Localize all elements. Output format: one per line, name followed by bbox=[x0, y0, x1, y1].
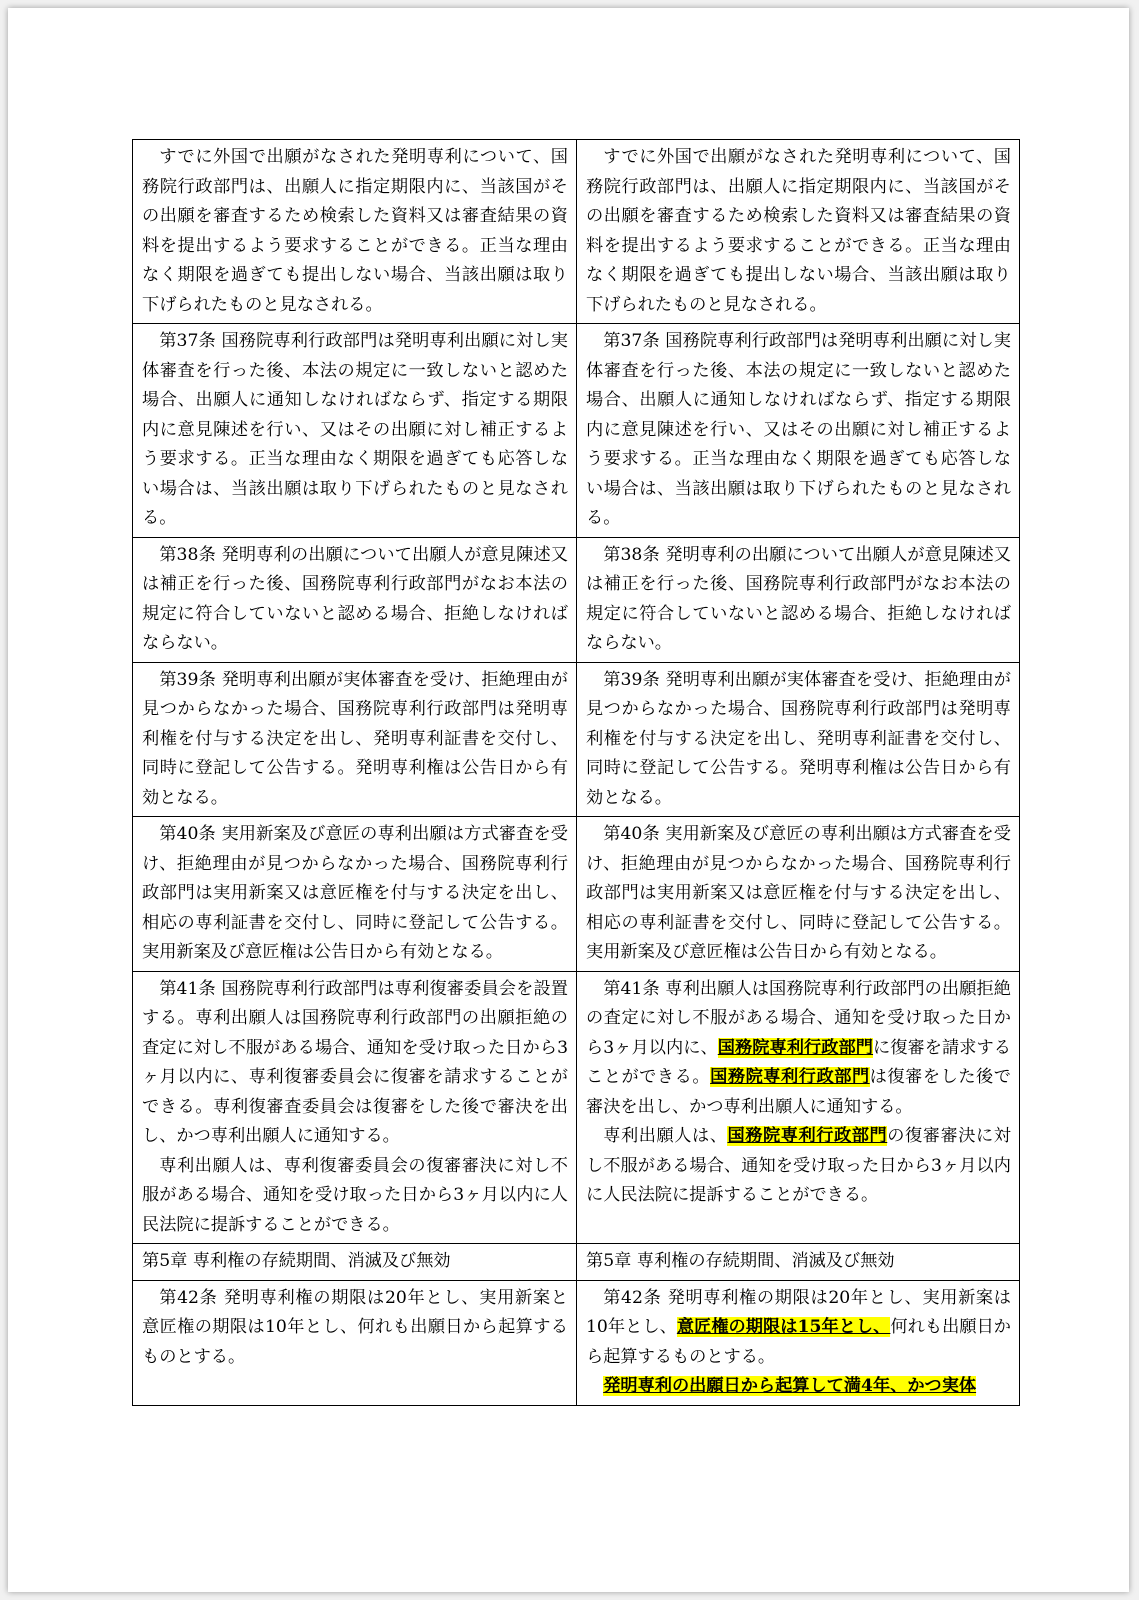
paragraph bbox=[586, 1372, 1011, 1402]
chapter-heading-row bbox=[133, 1244, 1020, 1281]
new-text-cell bbox=[577, 817, 1020, 972]
article-row bbox=[133, 817, 1020, 972]
paragraph bbox=[586, 327, 1011, 534]
paragraph bbox=[586, 820, 1011, 968]
highlighted-amendment: 国務院専利行政部門 bbox=[727, 1126, 888, 1146]
chapter-heading: 第5章 専利権の存続期間、消滅及び無効 bbox=[586, 1251, 895, 1271]
paragraph bbox=[142, 1284, 568, 1373]
paragraph bbox=[142, 666, 568, 814]
paragraph bbox=[586, 541, 1011, 659]
article-row bbox=[133, 1280, 1020, 1405]
paragraph bbox=[586, 666, 1011, 814]
text-segment: 第42条 発明専利権の期限は20年とし、実用新案は10年とし、 bbox=[586, 1287, 1011, 1337]
highlighted-amendment: 国務院専利行政部門 bbox=[710, 1067, 870, 1087]
text-segment: 第39条 発明専利出願が実体審査を受け、拒絶理由が見つからなかった場合、国務院専利行政部門は発明専利権を付与する決定を出し、発明専利証書を交付し、同時に登記して公告する。発明専利権は公告日から有効となる。 bbox=[142, 669, 568, 808]
old-text-cell bbox=[133, 817, 577, 972]
paragraph bbox=[586, 1122, 1011, 1211]
paragraph bbox=[586, 143, 1011, 320]
article-row bbox=[133, 140, 1020, 324]
paragraph bbox=[142, 143, 568, 320]
paragraph bbox=[142, 541, 568, 659]
new-text-cell bbox=[577, 537, 1020, 662]
new-text-cell bbox=[577, 140, 1020, 324]
highlighted-amendment: 発明専利の出願日から起算して満4年、かつ実体 bbox=[603, 1376, 977, 1396]
old-text-cell bbox=[133, 537, 577, 662]
text-segment: 第42条 発明専利権の期限は20年とし、実用新案と意匠権の期限は10年とし、何れも出願日から起算するものとする。 bbox=[142, 1287, 568, 1367]
text-segment: に復審を請求することができる。 bbox=[586, 1037, 1011, 1087]
text-segment: 第38条 発明専利の出願について出願人が意見陳述又は補正を行った後、国務院専利行政部門がなお本法の規定に符合していないと認める場合、拒絶しなければならない。 bbox=[142, 544, 568, 653]
new-text-cell bbox=[577, 324, 1020, 538]
paragraph bbox=[142, 1152, 568, 1241]
text-segment: 専利出願人は、 bbox=[603, 1126, 728, 1146]
text-segment: は復審をした後で審決を出し、かつ専利出願人に通知する。 bbox=[586, 1067, 1011, 1117]
highlighted-amendment: 意匠権の期限は15年とし、 bbox=[676, 1317, 891, 1337]
paragraph bbox=[142, 327, 568, 534]
old-text-cell bbox=[133, 1280, 577, 1405]
new-text-cell bbox=[577, 1244, 1020, 1281]
text-segment: 第37条 国務院専利行政部門は発明専利出願に対し実体審査を行った後、本法の規定に一致しないと認めた場合、出願人に通知しなければならず、指定する期限内に意見陳述を行い、又はその出願に対し補正するよう要求する。正当な理由なく期限を過ぎても応答しない場合は、当該出願は取り下げられたものと見なされる。 bbox=[586, 331, 1011, 528]
text-segment: 第41条 専利出願人は国務院専利行政部門の出願拒絶の査定に対し不服がある場合、通知を受け取った日から3ヶ月以内に、 bbox=[586, 978, 1011, 1058]
article-row bbox=[133, 537, 1020, 662]
chapter-heading: 第5章 専利権の存続期間、消滅及び無効 bbox=[142, 1251, 451, 1271]
text-segment: の復審審決に対し不服がある場合、通知を受け取った日から3ヶ月以内に人民法院に提訴することができる。 bbox=[586, 1126, 1011, 1205]
paragraph bbox=[586, 975, 1011, 1123]
comparison-table bbox=[132, 139, 1020, 1406]
old-text-cell bbox=[133, 971, 577, 1244]
text-segment: 第38条 発明専利の出願について出願人が意見陳述又は補正を行った後、国務院専利行政部門がなお本法の規定に符合していないと認める場合、拒絶しなければならない。 bbox=[586, 544, 1011, 653]
old-text-cell bbox=[133, 324, 577, 538]
old-text-cell bbox=[133, 1244, 577, 1281]
article-row bbox=[133, 324, 1020, 538]
paragraph bbox=[142, 820, 568, 968]
document-page bbox=[8, 8, 1129, 1592]
new-text-cell bbox=[577, 1280, 1020, 1405]
article-row bbox=[133, 971, 1020, 1244]
text-segment: 何れも出願日から起算するものとする。 bbox=[586, 1317, 1011, 1367]
text-segment: 第40条 実用新案及び意匠の専利出願は方式審査を受け、拒絶理由が見つからなかった場合、国務院専利行政部門は実用新案又は意匠権を付与する決定を出し、相応の専利証書を交付し、同時に登記して公告する。実用新案及び意匠権は公告日から有効となる。 bbox=[586, 824, 1011, 962]
text-segment: 第41条 国務院専利行政部門は専利復審委員会を設置する。専利出願人は国務院専利行政部門の出願拒絶の査定に対し不服がある場合、通知を受け取った日から3ヶ月以内に、専利復審委員会に復審を請求することができる。専利復審査委員会は復審をした後で審決を出し、かつ専利出願人に通知する。 bbox=[142, 978, 568, 1146]
article-row bbox=[133, 662, 1020, 817]
text-segment: すでに外国で出願がなされた発明専利について、国務院行政部門は、出願人に指定期限内に、当該国がその出願を審査するため検索した資料又は審査結果の資料を提出するよう要求することができる。正当な理由なく期限を過ぎても提出しない場合、当該出願は取り下げられたものと見なされる。 bbox=[586, 147, 1011, 315]
text-segment: 第40条 実用新案及び意匠の専利出願は方式審査を受け、拒絶理由が見つからなかった場合、国務院専利行政部門は実用新案又は意匠権を付与する決定を出し、相応の専利証書を交付し、同時に登記して公告する。実用新案及び意匠権は公告日から有効となる。 bbox=[142, 824, 568, 962]
old-text-cell bbox=[133, 140, 577, 324]
new-text-cell bbox=[577, 971, 1020, 1244]
old-text-cell bbox=[133, 662, 577, 817]
new-text-cell bbox=[577, 662, 1020, 817]
comparison-table-body bbox=[133, 140, 1020, 1406]
highlighted-amendment: 国務院専利行政部門 bbox=[717, 1037, 874, 1058]
text-segment: 第39条 発明専利出願が実体審査を受け、拒絶理由が見つからなかった場合、国務院専利行政部門は発明専利権を付与する決定を出し、発明専利証書を交付し、同時に登記して公告する。発明専利権は公告日から有効となる。 bbox=[586, 669, 1011, 808]
paragraph bbox=[586, 1284, 1011, 1373]
text-segment: 専利出願人は、専利復審委員会の復審審決に対し不服がある場合、通知を受け取った日から3ヶ月以内に人民法院に提訴することができる。 bbox=[142, 1155, 568, 1235]
paragraph bbox=[142, 975, 568, 1152]
text-segment: 第37条 国務院専利行政部門は発明専利出願に対し実体審査を行った後、本法の規定に一致しないと認めた場合、出願人に通知しなければならず、指定する期限内に意見陳述を行い、又はその出願に対し補正するよう要求する。正当な理由なく期限を過ぎても応答しない場合は、当該出願は取り下げられたものと見なされる。 bbox=[142, 331, 568, 528]
text-segment: すでに外国で出願がなされた発明専利について、国務院行政部門は、出願人に指定期限内に、当該国がその出願を審査するため検索した資料又は審査結果の資料を提出するよう要求することができる。正当な理由なく期限を過ぎても提出しない場合、当該出願は取り下げられたものと見なされる。 bbox=[142, 147, 568, 315]
